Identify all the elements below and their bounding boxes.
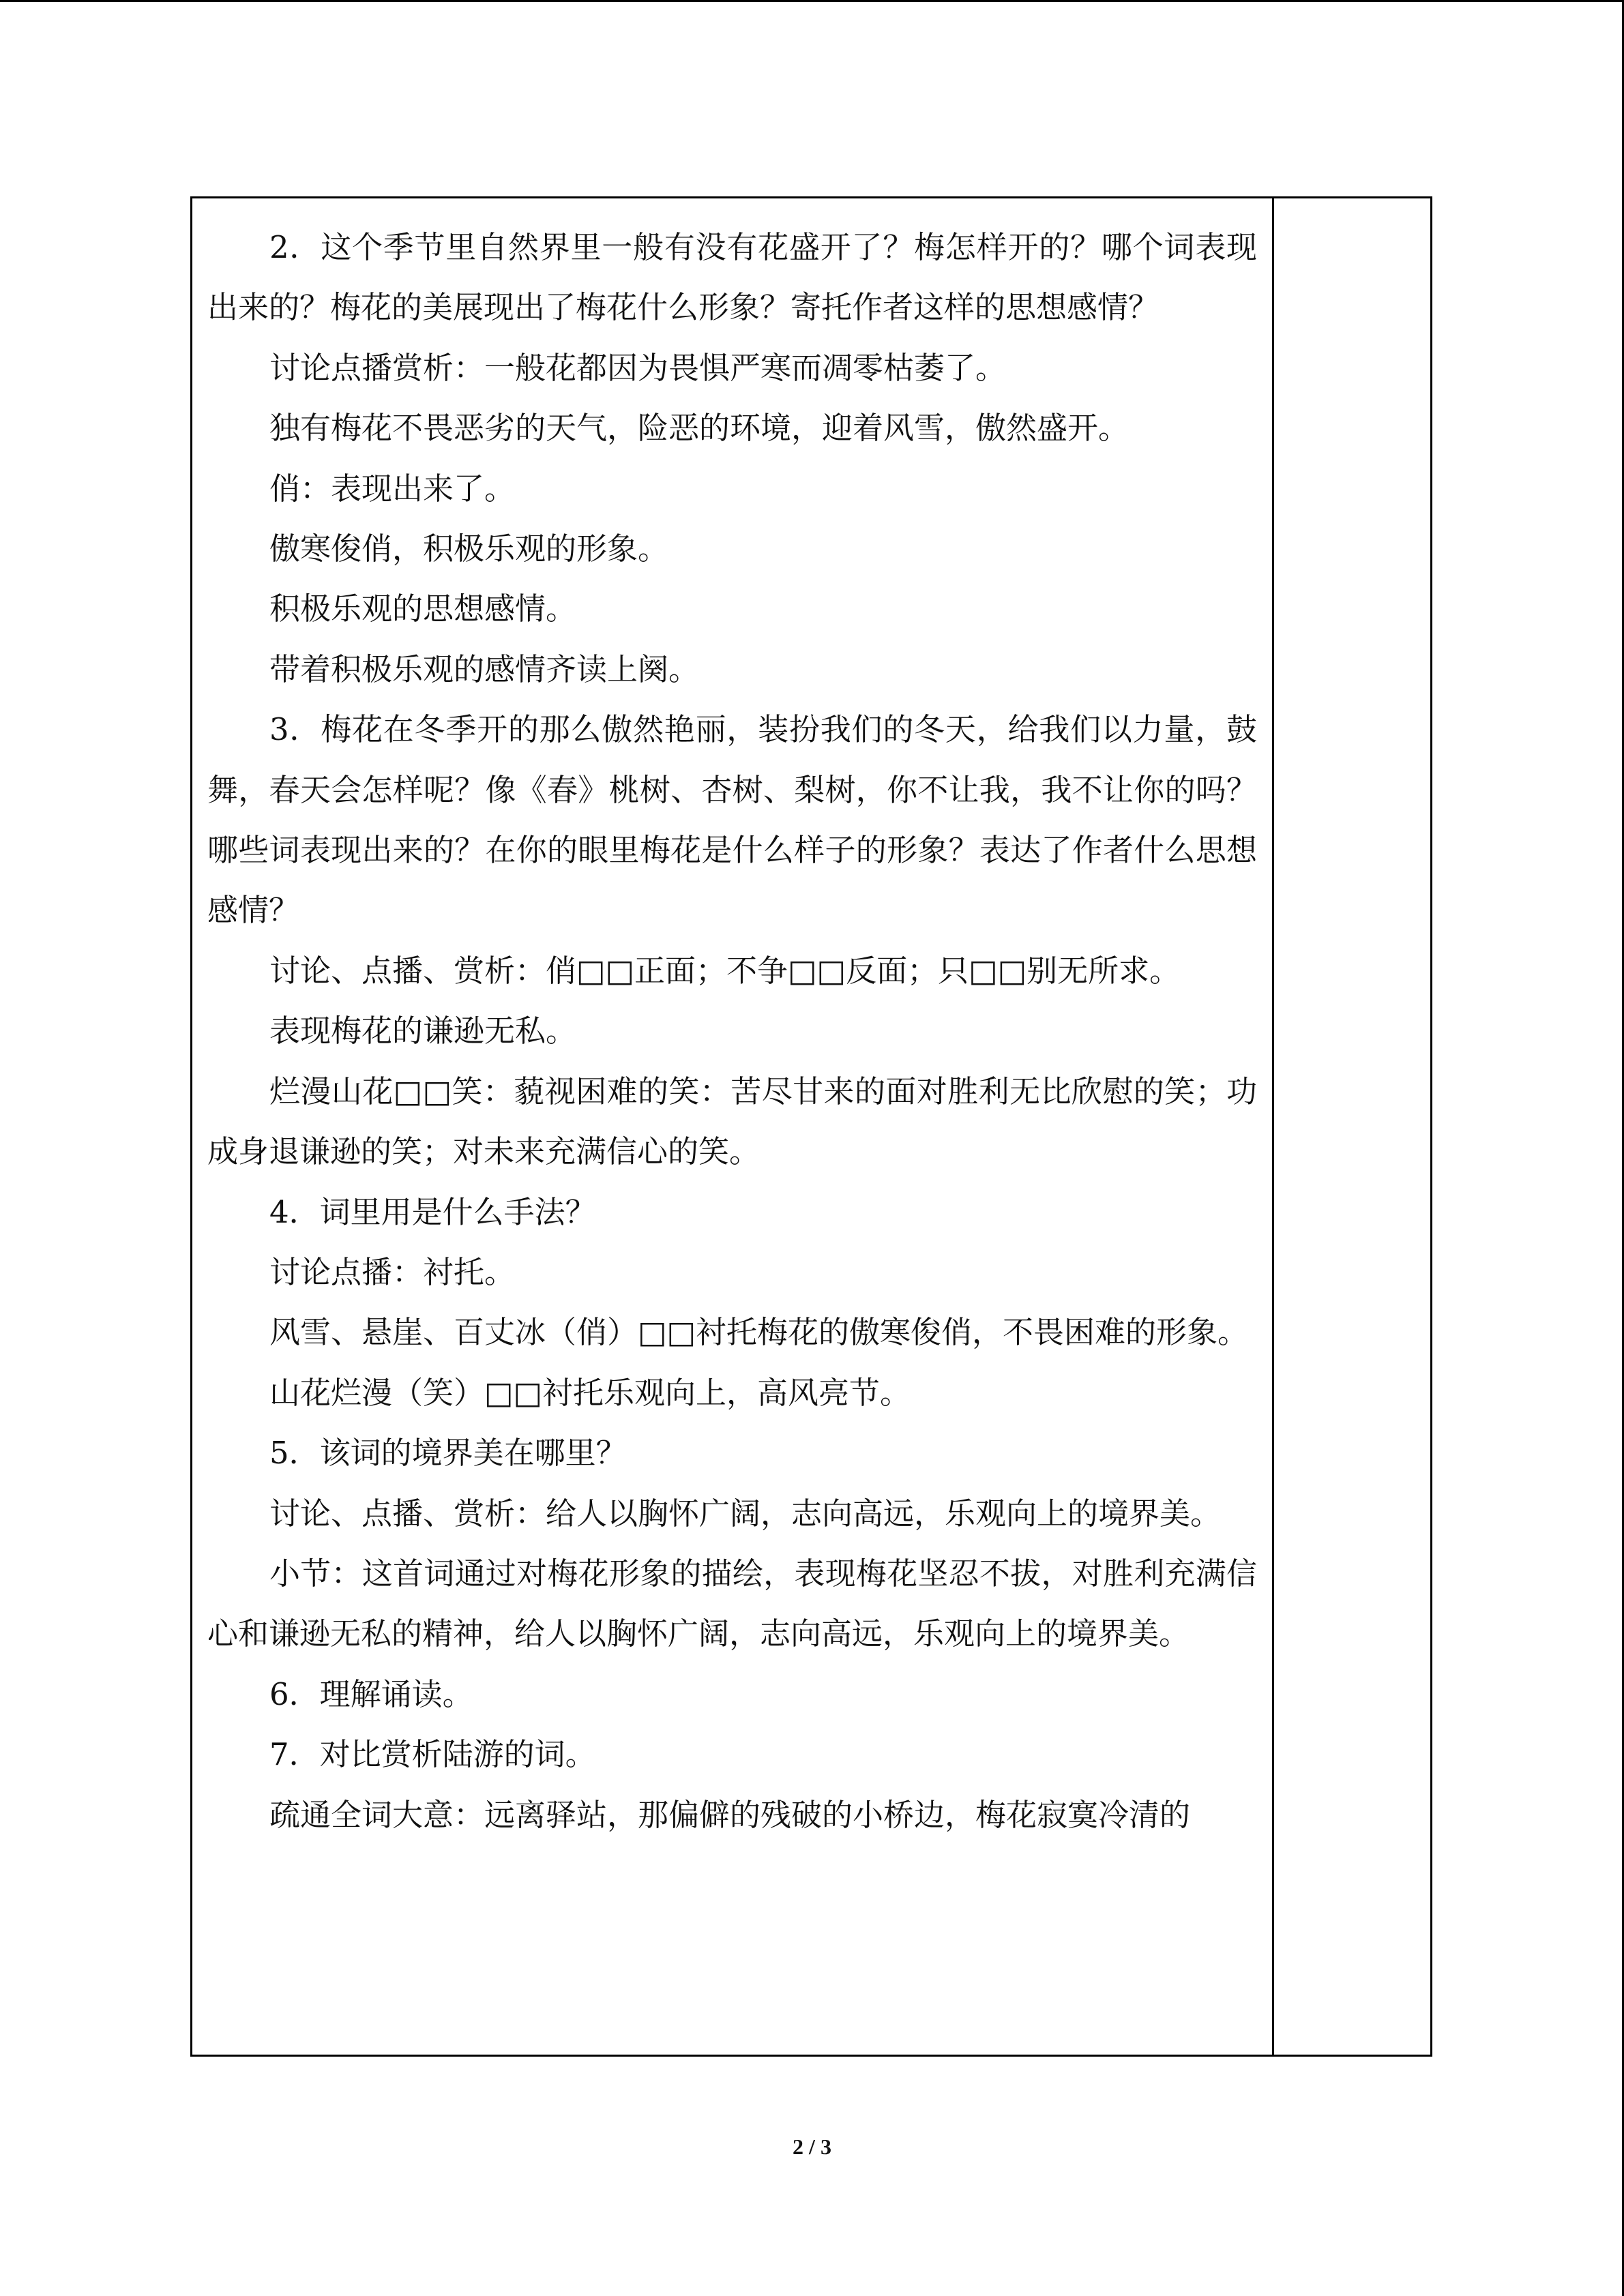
paragraph-discussion-2: 讨论、点播、赏析：俏□□正面；不争□□反面；只□□别无所求。 bbox=[269, 952, 1181, 989]
page-top-border bbox=[0, 0, 1624, 2]
paragraph-step-7: 7．对比赏析陆游的词。 bbox=[269, 1736, 596, 1773]
paragraph-image: 傲寒俊俏，积极乐观的形象。 bbox=[269, 531, 669, 567]
paragraph-read-aloud: 带着积极乐观的感情齐读上阕。 bbox=[269, 651, 700, 687]
paragraph-contrast: 讨论点播：衬托。 bbox=[269, 1253, 516, 1290]
paragraph-meaning: 疏通全词大意：远离驿站，那偏僻的残破的小桥边，梅花寂寞冷清的 bbox=[269, 1796, 1191, 1833]
paragraph-qiao: 俏：表现出来了。 bbox=[269, 470, 516, 507]
paragraph-question-4: 4．词里用是什么手法？ bbox=[269, 1193, 596, 1230]
paragraph-modesty: 表现梅花的谦逊无私。 bbox=[269, 1013, 577, 1049]
paragraph-contrast-snow: 风雪、悬崖、百丈冰（俏）□□衬托梅花的傲寒俊俏，不畏困难的形象。 bbox=[269, 1314, 1249, 1351]
paragraph-plum-blooms: 独有梅花不畏恶劣的天气，险恶的环境，迎着风雪，傲然盛开。 bbox=[269, 410, 1130, 447]
notes-cell bbox=[1272, 198, 1430, 2055]
paragraph-feeling: 积极乐观的思想感情。 bbox=[269, 591, 577, 627]
paragraph-contrast-flowers: 山花烂漫（笑）□□衬托乐观向上，高风亮节。 bbox=[269, 1374, 911, 1411]
paragraph-step-6: 6．理解诵读。 bbox=[269, 1675, 473, 1712]
paragraph-question-5: 5．该词的境界美在哪里？ bbox=[269, 1435, 627, 1472]
lesson-table bbox=[190, 196, 1432, 2057]
paragraph-question-3: 3．梅花在冬季开的那么傲然艳丽，装扮我们的冬天，给我们以力量，鼓舞，春天会怎样呢？像《春》桃树、杏树、梨树，你不让我，我不让你的吗？哪些词表现出来的？在你的眼里梅花是什么样子的形象？表达了作者什么思想感情？ bbox=[207, 711, 1257, 929]
paragraph-question-2: 2．这个季节里自然界里一般有没有花盛开了？梅怎样开的？哪个词表现出来的？梅花的美展现出了梅花什么形象？寄托作者这样的思想感情？ bbox=[207, 229, 1257, 326]
paragraph-discussion-1: 讨论点播赏析：一般花都因为畏惧严寒而凋零枯萎了。 bbox=[269, 349, 1007, 386]
paragraph-smile: 烂漫山花□□笑：藐视困难的笑：苦尽甘来的面对胜利无比欣慰的笑；功成身退谦逊的笑；对未来充满信心的笑。 bbox=[207, 1073, 1257, 1170]
paragraph-discussion-3: 讨论、点播、赏析：给人以胸怀广阔，志向高远，乐观向上的境界美。 bbox=[269, 1495, 1222, 1532]
page-number: 2 / 3 bbox=[793, 2134, 831, 2159]
lesson-content-cell bbox=[192, 198, 1272, 2055]
paragraph-summary: 小节：这首词通过对梅花形象的描绘，表现梅花坚忍不拔，对胜利充满信心和谦逊无私的精神，给人以胸怀广阔，志向高远，乐观向上的境界美。 bbox=[207, 1555, 1257, 1652]
